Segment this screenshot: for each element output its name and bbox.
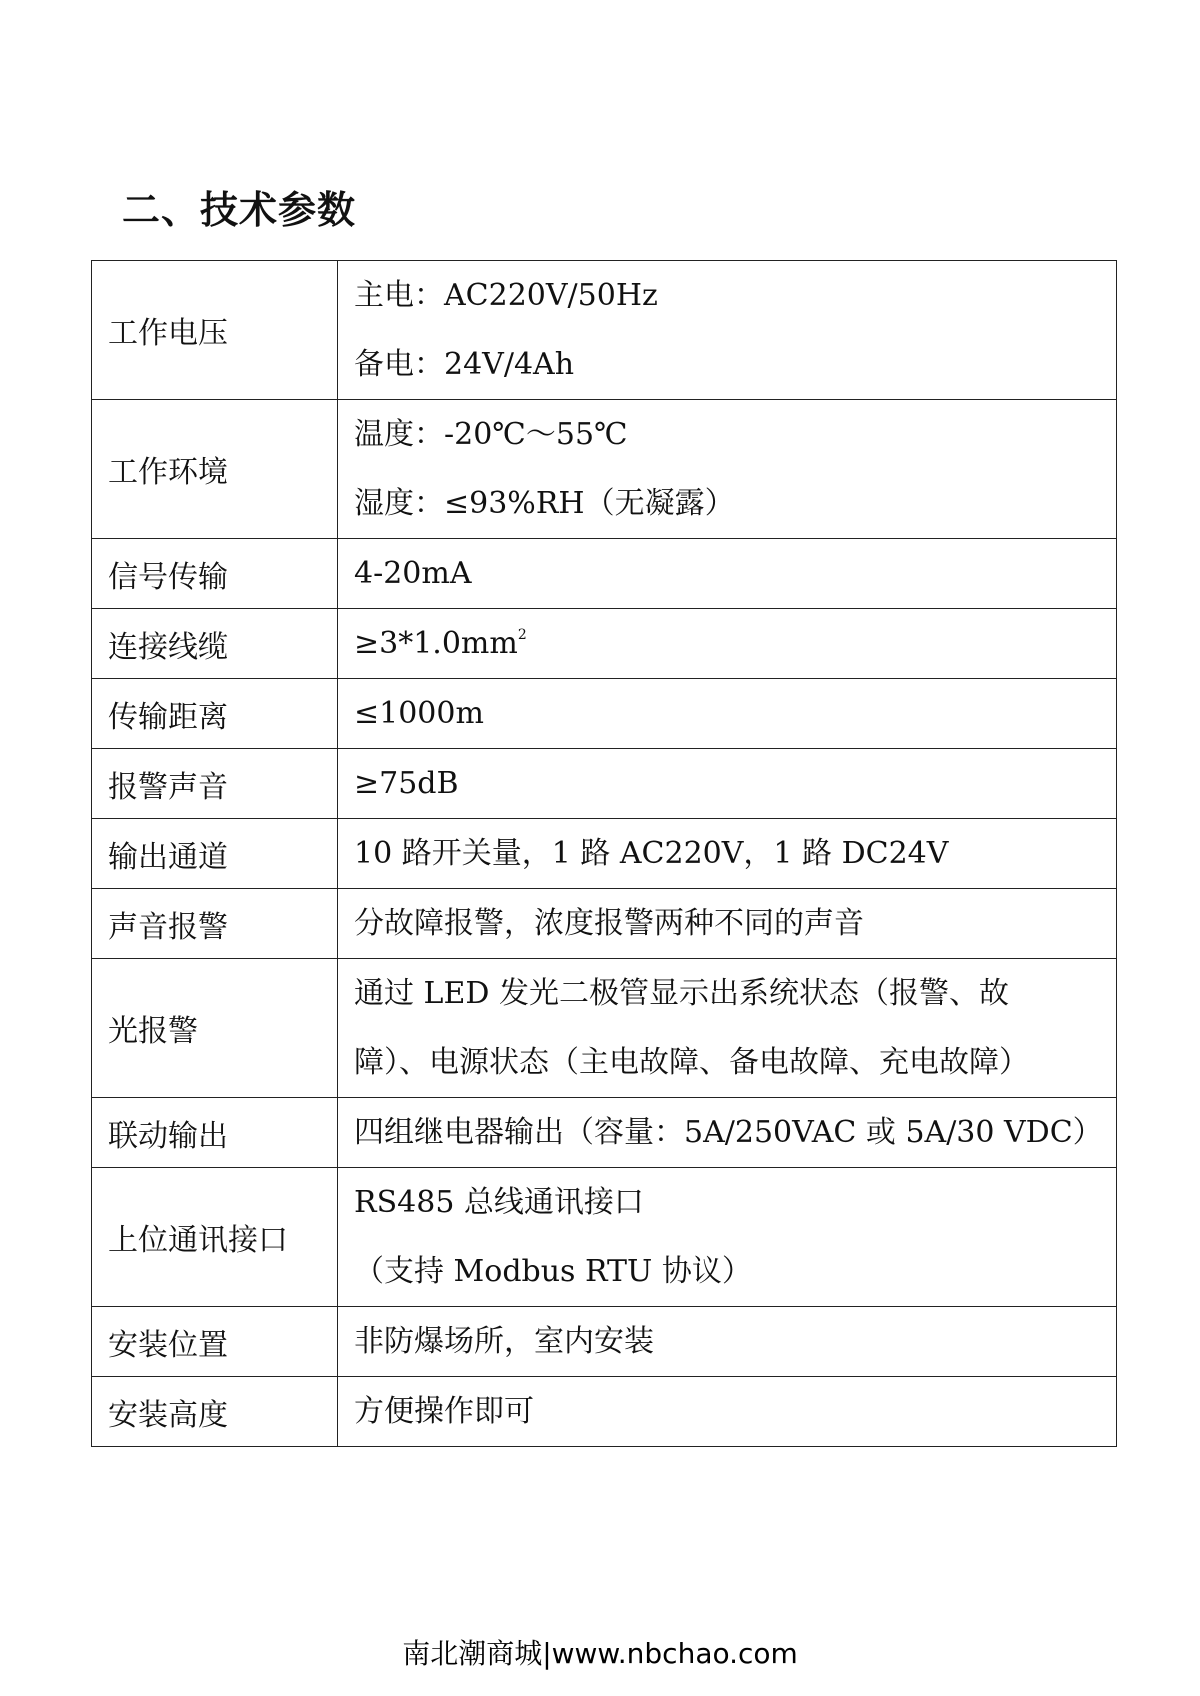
value-line: RS485 总线通讯接口 xyxy=(354,1185,644,1220)
param-value xyxy=(338,889,1117,959)
table-row xyxy=(92,1168,1117,1307)
param-name: 光报警 xyxy=(92,959,338,1098)
param-name: 上位通讯接口 xyxy=(92,1168,338,1307)
param-name: 报警声音 xyxy=(92,749,338,819)
value-line: 非防爆场所，室内安装 xyxy=(354,1324,654,1359)
param-value xyxy=(338,749,1117,819)
table-row xyxy=(92,539,1117,609)
table-row xyxy=(92,1377,1117,1447)
param-name: 信号传输 xyxy=(92,539,338,609)
value-line: 4-20mA xyxy=(354,556,472,591)
param-value xyxy=(338,679,1117,749)
value-text: ≥3*1.0mm xyxy=(354,626,518,661)
value-line: 障）、电源状态（主电故障、备电故障、充电故障） xyxy=(354,1045,1029,1080)
param-name: 输出通道 xyxy=(92,819,338,889)
param-name: 连接线缆 xyxy=(92,609,338,679)
param-value xyxy=(338,819,1117,889)
table-row xyxy=(92,400,1117,539)
value-line: 10 路开关量，1 路 AC220V，1 路 DC24V xyxy=(354,836,949,871)
value-line: 备电：24V/4Ah xyxy=(354,347,575,382)
param-name: 安装高度 xyxy=(92,1377,338,1447)
footer-watermark: 南北潮商城|www.nbchao.com xyxy=(402,1637,798,1670)
value-line: 主电：AC220V/50Hz xyxy=(354,278,658,313)
table-row xyxy=(92,959,1117,1098)
table-row xyxy=(92,1307,1117,1377)
value-line xyxy=(354,609,1100,678)
superscript-text: 2 xyxy=(517,627,527,643)
value-line: ≥75dB xyxy=(354,766,459,801)
param-value xyxy=(338,400,1117,539)
param-name: 声音报警 xyxy=(92,889,338,959)
value-line: 温度：-20℃～55℃ xyxy=(354,417,628,452)
param-value xyxy=(338,261,1117,400)
param-value xyxy=(338,539,1117,609)
table-row xyxy=(92,679,1117,749)
param-name: 传输距离 xyxy=(92,679,338,749)
param-value xyxy=(338,959,1117,1098)
value-line: 分故障报警，浓度报警两种不同的声音 xyxy=(354,906,864,941)
param-name: 安装位置 xyxy=(92,1307,338,1377)
value-line: 方便操作即可 xyxy=(354,1394,534,1429)
value-line: 四组继电器输出（容量：5A/250VAC 或 5A/30 VDC） xyxy=(354,1115,1103,1150)
table-row xyxy=(92,889,1117,959)
value-line: ≤1000m xyxy=(354,696,484,731)
table-row xyxy=(92,1098,1117,1168)
page-title: 二、技术参数 xyxy=(122,188,357,232)
param-name: 工作电压 xyxy=(92,261,338,400)
param-value xyxy=(338,1377,1117,1447)
table-row xyxy=(92,609,1117,679)
table-row xyxy=(92,749,1117,819)
spec-table xyxy=(91,260,1117,1447)
param-name: 联动输出 xyxy=(92,1098,338,1168)
param-value xyxy=(338,1168,1117,1307)
table-row xyxy=(92,261,1117,400)
value-line: 湿度：≤93%RH（无凝露） xyxy=(354,486,735,521)
table-row xyxy=(92,819,1117,889)
param-name: 工作环境 xyxy=(92,400,338,539)
param-value xyxy=(338,609,1117,679)
value-line: 通过 LED 发光二极管显示出系统状态（报警、故 xyxy=(354,976,1009,1011)
param-value xyxy=(338,1307,1117,1377)
value-line: （支持 Modbus RTU 协议） xyxy=(354,1254,752,1289)
param-value xyxy=(338,1098,1117,1168)
